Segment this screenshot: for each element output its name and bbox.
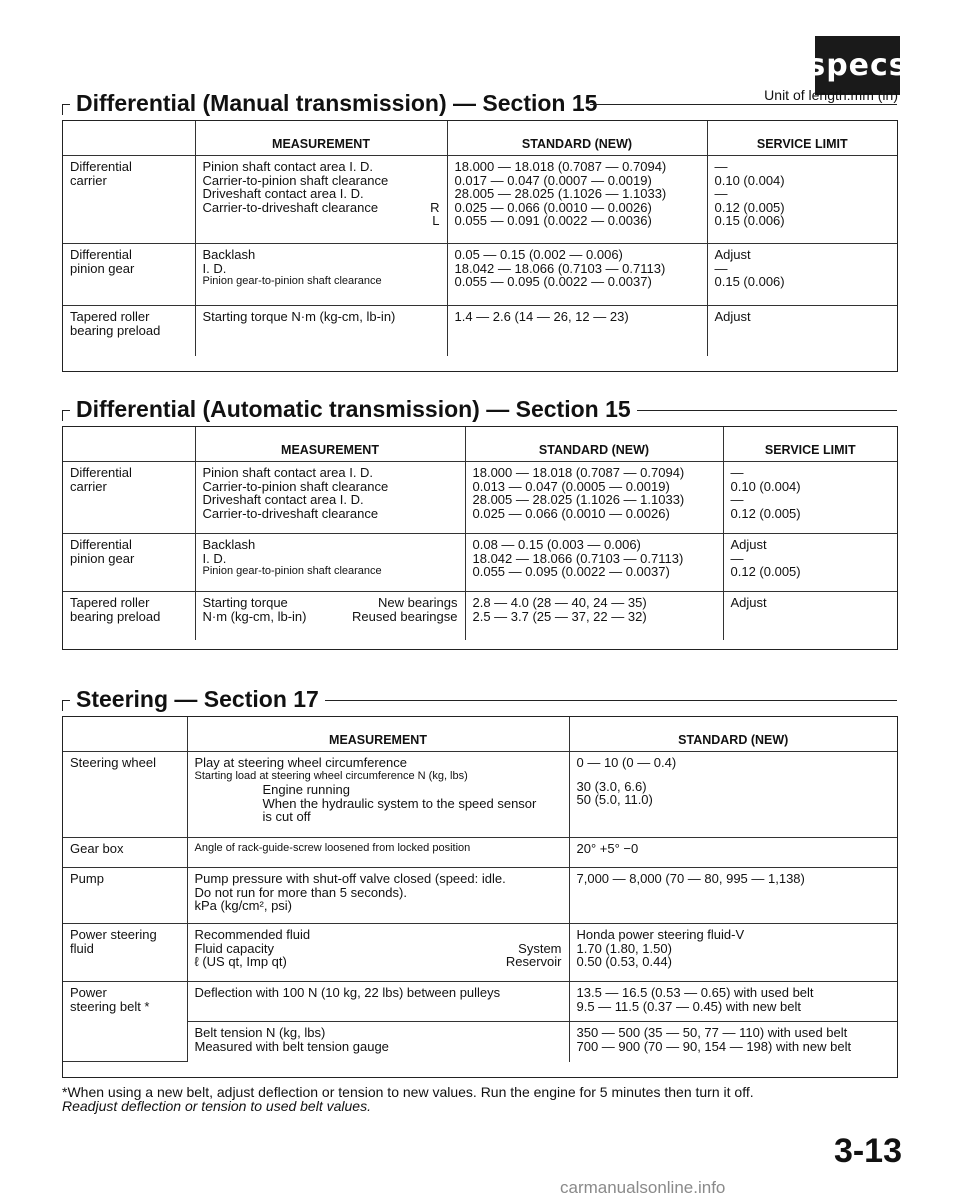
header-standard: STANDARD (NEW) (465, 427, 723, 462)
category-text: Pump (70, 871, 104, 886)
standard-value: 28.005 — 28.025 (1.1026 — 1.1033) (472, 492, 685, 507)
section-table-auto (62, 426, 898, 650)
measurement-text: Carrier-to-driveshaft clearance (202, 505, 379, 521)
side-label: System (518, 940, 562, 956)
standard-value: 700 — 900 (70 — 90, 154 — 198) with new belt (576, 1038, 852, 1054)
table-row (63, 156, 897, 244)
standard-value: 0.055 — 0.095 (0.0022 — 0.0037) (472, 564, 670, 579)
standard-value: 0.013 — 0.047 (0.0005 — 0.0019) (472, 478, 670, 494)
category-text: pinion gear (70, 260, 135, 276)
side-label: New bearings (378, 595, 458, 610)
measurement-text: Angle of rack-guide-screw loosened from locked position (194, 842, 471, 854)
category-text: bearing preload (70, 608, 161, 624)
standard-value: 0.025 — 0.066 (0.0010 — 0.0026) (472, 505, 670, 521)
header-standard: STANDARD (NEW) (447, 121, 707, 156)
limit-value: — (730, 465, 744, 480)
header-measurement: MEASUREMENT (195, 121, 447, 156)
table-row (63, 1022, 897, 1062)
measurement-text: I. D. (202, 260, 227, 276)
category-text: Tapered roller (70, 309, 150, 324)
unit-label: Unit of length:mm (in) (764, 87, 898, 103)
measurement-text: ℓ (US qt, Imp qt) (194, 954, 287, 969)
measurement-text: Measured with belt tension gauge (194, 1038, 389, 1054)
category-text: carrier (70, 172, 107, 188)
category-text: bearing preload (70, 322, 161, 338)
footnote (62, 1085, 754, 1113)
measurement-text: Backlash (202, 247, 256, 262)
measurement-text: I. D. (202, 550, 227, 566)
measurement-text: kPa (kg/cm², psi) (194, 898, 293, 913)
measurement-text: Driveshaft contact area I. D. (202, 492, 364, 507)
standard-value: 2.5 — 3.7 (25 — 37, 22 — 32) (472, 608, 647, 624)
measurement-text: Deflection with 100 N (10 kg, 22 lbs) between pulleys (194, 985, 501, 1000)
category-text: Gear box (70, 841, 124, 856)
standard-value: 18.000 — 18.018 (0.7087 — 0.7094) (472, 465, 685, 480)
table-row (63, 924, 897, 982)
category-text: Differential (70, 537, 132, 552)
limit-value: Adjust (730, 595, 767, 610)
measurement-text: Carrier-to-pinion shaft clearance (202, 172, 389, 188)
standard-value: 1.4 — 2.6 (14 — 26, 12 — 23) (454, 309, 629, 324)
measurement-text: Starting torque (202, 595, 288, 610)
watermark-text: carmanualsonline.info (560, 1178, 726, 1197)
standard-value: 0 — 10 (0 — 0.4) (576, 755, 677, 770)
limit-value: — (730, 492, 744, 507)
table-row (63, 534, 897, 592)
table-row (63, 868, 897, 924)
standard-value: 18.042 — 18.066 (0.7103 — 0.7113) (472, 550, 684, 566)
standard-value: 18.042 — 18.066 (0.7103 — 0.7113) (454, 260, 666, 276)
table-row (63, 982, 897, 1022)
limit-value: 0.10 (0.004) (714, 172, 785, 188)
limit-value: 0.10 (0.004) (730, 478, 801, 494)
table-row (63, 462, 897, 534)
footnote-line: *When using a new belt, adjust deflection or tension to new values. Run the engine for 5 minutes then turn it off. (62, 1084, 754, 1100)
measurement-text: Do not run for more than 5 seconds). (194, 884, 407, 900)
measurement-text: Pinion shaft contact area I. D. (202, 159, 374, 174)
header-measurement: MEASUREMENT (195, 427, 465, 462)
standard-value: 0.025 — 0.066 (0.0010 — 0.0026) (454, 199, 652, 215)
standard-value: 7,000 — 8,000 (70 — 80, 995 — 1,138) (576, 871, 805, 886)
standard-value: 18.000 — 18.018 (0.7087 — 0.7094) (454, 159, 667, 174)
section-title-steering: Steering — Section 17 (70, 686, 325, 712)
standard-value: 50 (5.0, 11.0) (576, 792, 653, 807)
limit-value: — (714, 159, 728, 174)
standard-value: 13.5 — 16.5 (0.53 — 0.65) with used belt (576, 985, 814, 1000)
standard-value: 0.08 — 0.15 (0.003 — 0.006) (472, 537, 641, 552)
limit-value: — (714, 186, 728, 201)
side-label: L (432, 213, 440, 228)
table-row (63, 244, 897, 306)
standard-value: 0.055 — 0.095 (0.0022 — 0.0037) (454, 274, 652, 289)
standard-value: 28.005 — 28.025 (1.1026 — 1.1033) (454, 186, 667, 201)
header-service-limit: SERVICE LIMIT (707, 121, 897, 156)
table-row (63, 306, 897, 356)
limit-value: Adjust (714, 247, 751, 262)
category-text: Tapered roller (70, 595, 150, 610)
measurement-text: N·m (kg-cm, lb-in) (202, 608, 307, 624)
category-text: Differential (70, 247, 132, 262)
section-table-steering (62, 716, 898, 1078)
standard-value: 0.50 (0.53, 0.44) (576, 954, 672, 969)
category-text: steering belt * (70, 998, 150, 1014)
limit-value: Adjust (730, 537, 767, 552)
measurement-text: Pinion shaft contact area I. D. (202, 465, 374, 480)
standard-value: 0.017 — 0.047 (0.0007 — 0.0019) (454, 172, 652, 188)
table-row (63, 592, 897, 640)
standard-value: 9.5 — 11.5 (0.37 — 0.45) with new belt (576, 998, 801, 1014)
measurement-text: When the hydraulic system to the speed sensor (262, 795, 537, 811)
section-table-manual (62, 120, 898, 372)
measurement-text: Recommended fluid (194, 927, 311, 942)
specs-logo: specs (815, 36, 900, 95)
category-text: Power (70, 985, 107, 1000)
measurement-text: Fluid capacity (194, 940, 274, 956)
category-text: Differential (70, 465, 132, 480)
measurement-text: Starting load at steering wheel circumference N (kg, lbs) (194, 769, 468, 782)
standard-value: 1.70 (1.80, 1.50) (576, 940, 672, 956)
standard-value: 0.055 — 0.091 (0.0022 — 0.0036) (454, 213, 652, 228)
header-standard: STANDARD (NEW) (569, 717, 897, 752)
measurement-text: Belt tension N (kg, lbs) (194, 1025, 326, 1040)
measurement-text: Backlash (202, 537, 256, 552)
header-measurement: MEASUREMENT (187, 717, 569, 752)
standard-value: 20° +5° −0 (576, 841, 639, 856)
page-number: 3-13 (833, 1132, 902, 1170)
measurement-text: is cut off (262, 809, 311, 824)
category-text: fluid (70, 940, 94, 956)
category-text: Power steering (70, 927, 157, 942)
side-label: R (430, 199, 440, 215)
limit-value: — (714, 260, 728, 276)
measurement-text: Engine running (262, 782, 350, 797)
category-text: Differential (70, 159, 132, 174)
measurement-text: Pinion gear-to-pinion shaft clearance (202, 275, 382, 287)
limit-value: 0.12 (0.005) (714, 199, 785, 215)
limit-value: — (730, 550, 744, 566)
standard-value: 350 — 500 (35 — 50, 77 — 110) with used belt (576, 1025, 848, 1040)
section-title-auto: Differential (Automatic transmission) — Section 15 (70, 396, 637, 422)
limit-value: 0.15 (0.006) (714, 274, 785, 289)
side-label: Reused bearingse (351, 608, 458, 624)
measurement-text: Carrier-to-pinion shaft clearance (202, 478, 389, 494)
measurement-text: Play at steering wheel circumference (194, 755, 407, 770)
standard-value: Honda power steering fluid-V (576, 927, 745, 942)
measurement-text: Pinion gear-to-pinion shaft clearance (202, 565, 382, 577)
section-rule-manual (590, 104, 896, 105)
standard-value: 0.05 — 0.15 (0.002 — 0.006) (454, 247, 623, 262)
limit-value: 0.12 (0.005) (730, 505, 801, 521)
standard-value: 30 (3.0, 6.6) (576, 778, 647, 794)
side-label: Reservoir (505, 954, 562, 969)
limit-value: Adjust (714, 309, 751, 324)
category-text: carrier (70, 478, 107, 494)
limit-value: 0.12 (0.005) (730, 564, 801, 579)
table-row (63, 838, 897, 868)
measurement-text: Driveshaft contact area I. D. (202, 186, 364, 201)
measurement-text: Carrier-to-driveshaft clearance (202, 199, 379, 215)
measurement-text: Pump pressure with shut-off valve closed (speed: idle. (194, 871, 506, 886)
category-text: pinion gear (70, 550, 135, 566)
table-row (63, 752, 897, 838)
limit-value: 0.15 (0.006) (714, 213, 785, 228)
category-text: Steering wheel (70, 755, 156, 770)
footnote-line: Readjust deflection or tension to used belt values. (62, 1098, 371, 1114)
standard-value: 2.8 — 4.0 (28 — 40, 24 — 35) (472, 595, 647, 610)
measurement-text: Starting torque N·m (kg-cm, lb-in) (202, 309, 396, 324)
section-title-manual: Differential (Manual transmission) — Section 15 (70, 90, 603, 116)
header-service-limit: SERVICE LIMIT (723, 427, 897, 462)
